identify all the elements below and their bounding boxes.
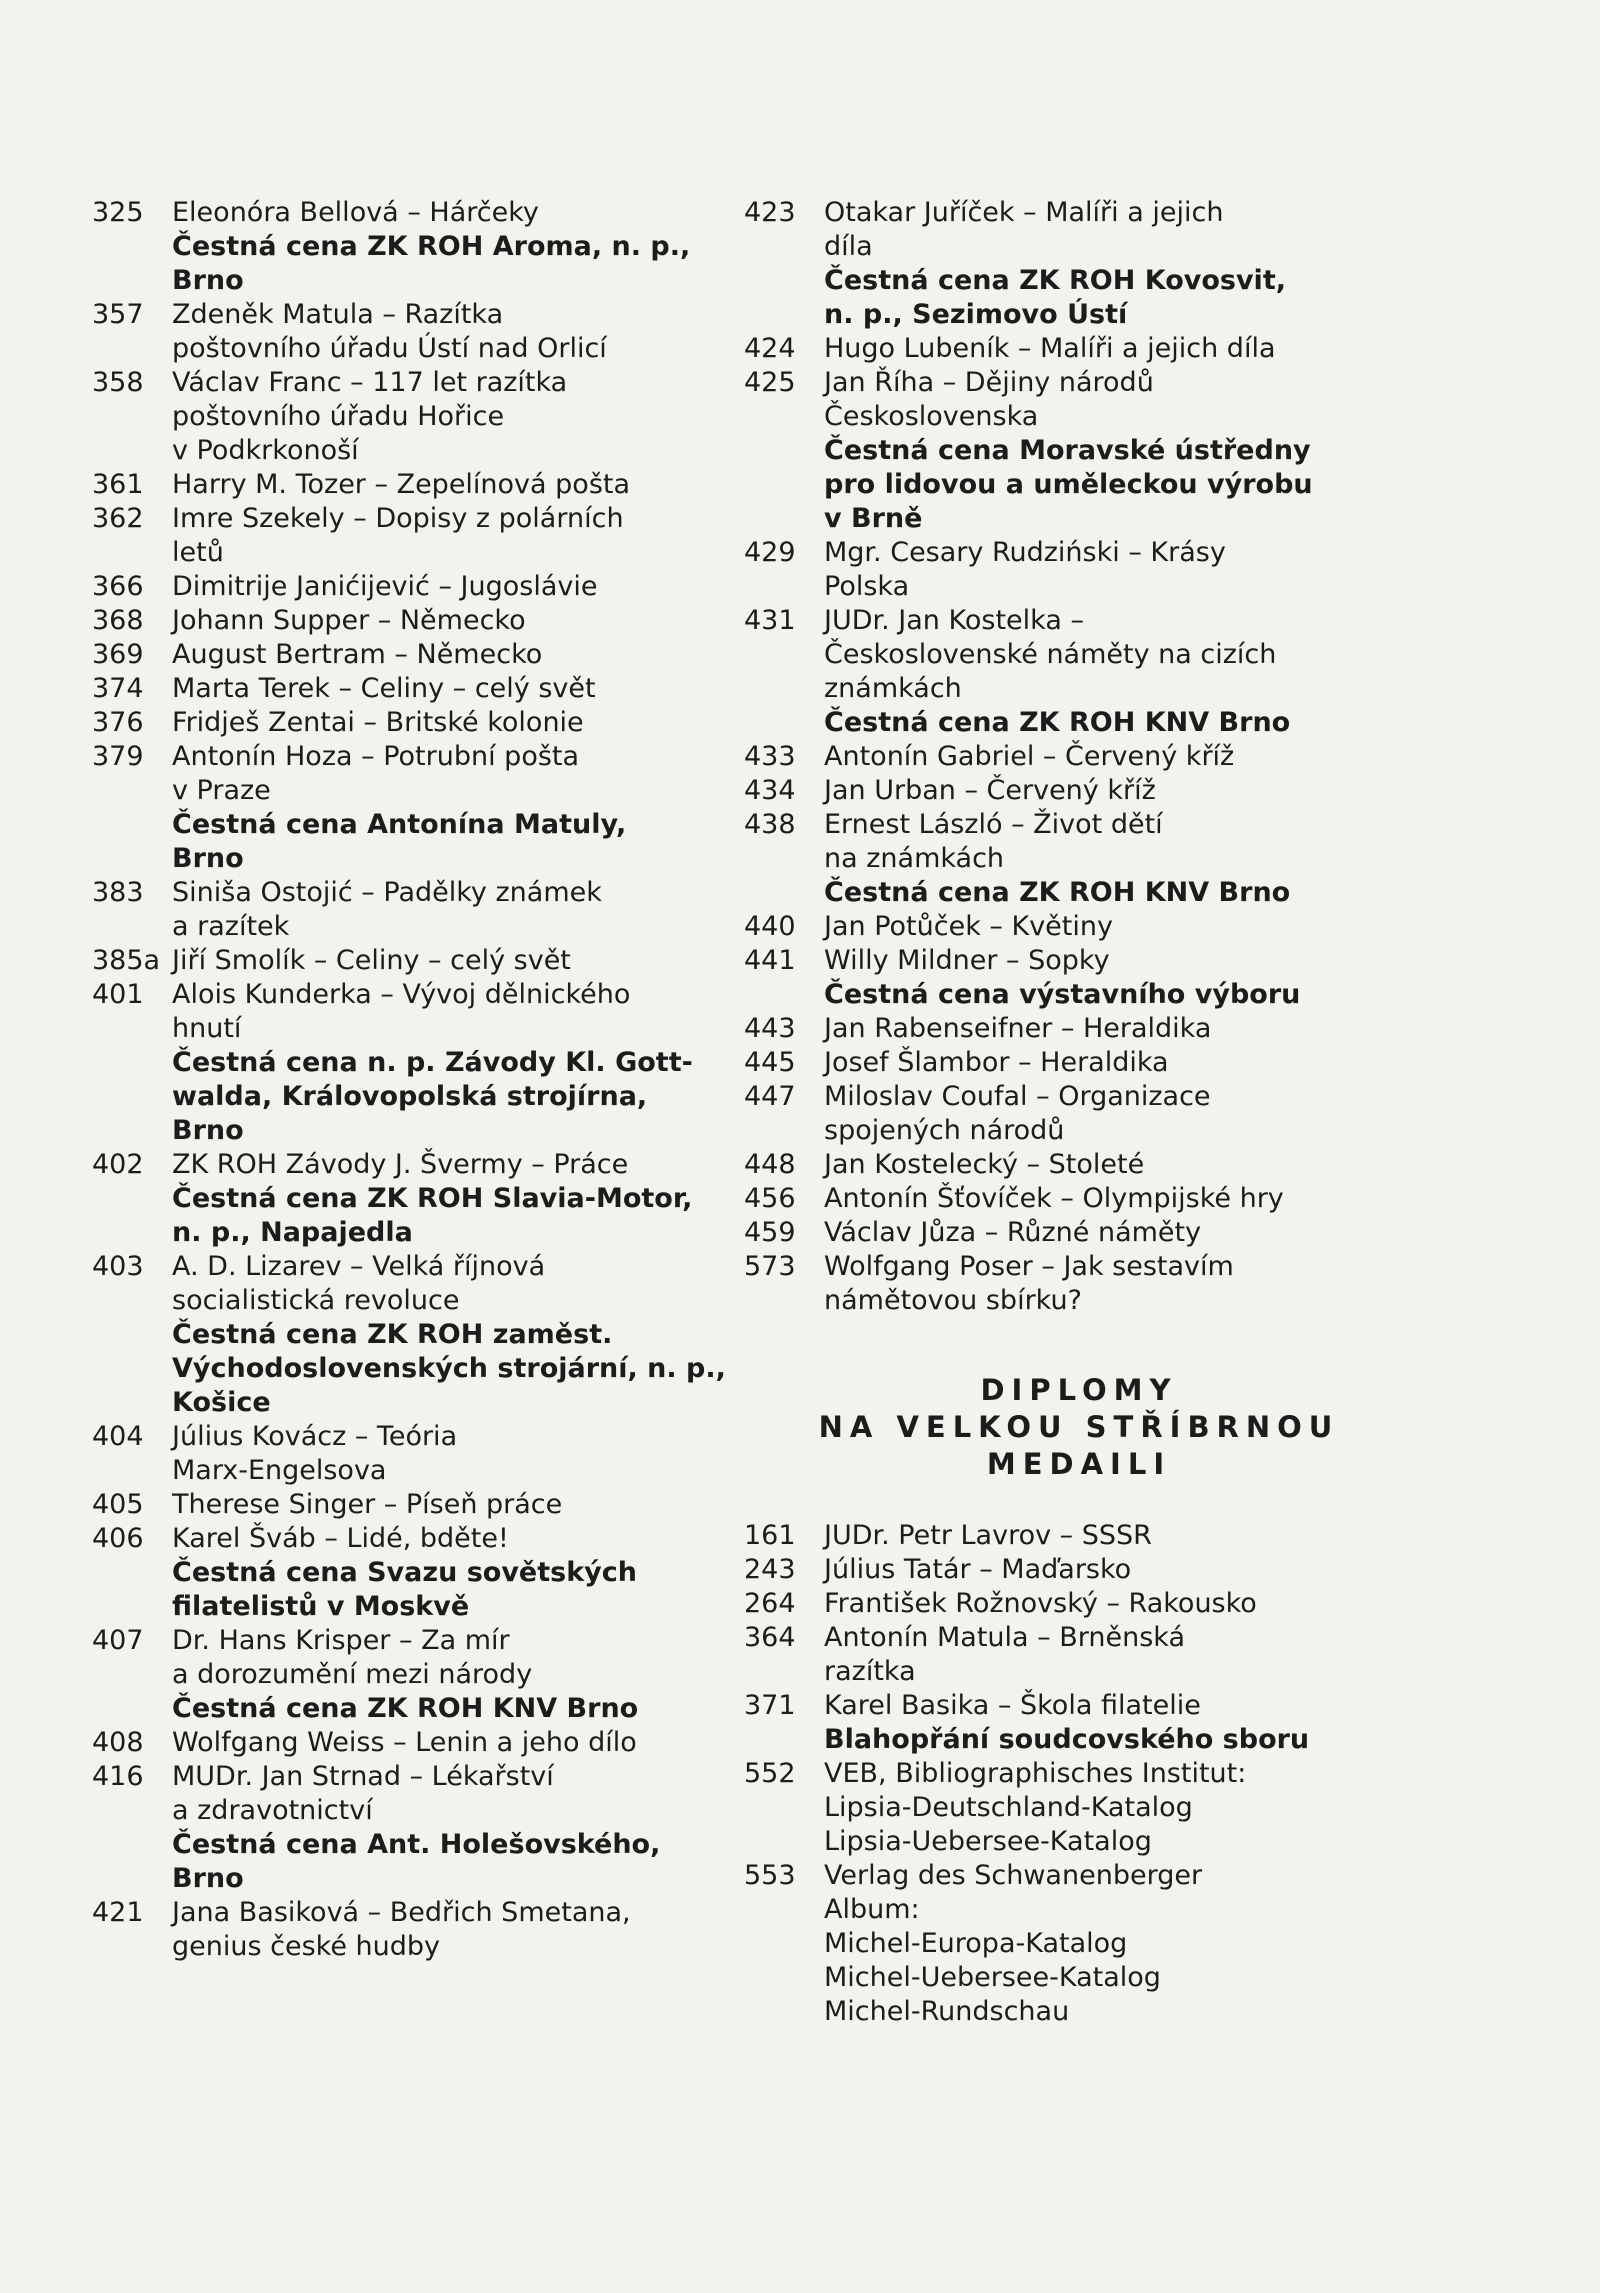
entry-number: 403 [92,1251,144,1282]
entry-number: 362 [92,503,144,534]
entry-text: MUDr. Jan Strnad – Lékařství a zdravotnictví [172,1761,554,1826]
entry-text: JUDr. Jan Kostelka – Československé náměty na cizích známkách [824,605,1277,704]
catalog-entry [744,910,1374,944]
entry-number: 416 [92,1761,144,1792]
entry-number: 433 [744,741,796,772]
entry-number: 425 [744,367,796,398]
entry-text: Hugo Lubeník – Malíři a jejich díla [824,333,1276,364]
entry-body [172,706,732,740]
entry-number: 366 [92,571,144,602]
catalog-entry [92,672,732,706]
entry-award: Čestná cena ZK ROH Slavia-Motor, n. p., Napajedla [172,1183,693,1248]
entry-body [172,468,732,502]
entry-award: Čestná cena n. p. Závody Kl. Gott- walda, Královopolská strojírna, Brno [172,1047,693,1146]
catalog-entry [92,604,732,638]
catalog-entry [744,1148,1374,1182]
entry-text: Július Kovácz – Teória Marx-Engelsova [172,1421,458,1486]
entry-body [172,1522,732,1624]
right-column [744,196,1374,2029]
entry-number: 401 [92,979,144,1010]
catalog-entry [92,298,732,366]
catalog-entry [92,1726,732,1760]
entry-number: 161 [744,1520,796,1551]
entry-text: Otakar Juříček – Malíři a jejich díla [824,197,1224,262]
left-column [92,196,732,1964]
catalog-entry [92,1522,732,1624]
catalog-entry [744,1553,1374,1587]
entry-body [824,1250,1374,1318]
entry-number: 447 [744,1081,796,1112]
catalog-entry [92,1760,732,1896]
catalog-entry [92,1250,732,1420]
entry-body [172,1896,732,1964]
catalog-entry [744,332,1374,366]
entry-text: František Rožnovský – Rakousko [824,1588,1257,1619]
entry-text: Antonín Gabriel – Červený kříž [824,741,1235,772]
catalog-entry [92,638,732,672]
entry-text: Jan Potůček – Květiny [824,911,1113,942]
catalog-entry [744,944,1374,1012]
entry-number: 357 [92,299,144,330]
entry-body [824,740,1374,774]
entry-text: Jan Kostelecký – Stoleté [824,1149,1145,1180]
catalog-entry [92,1896,732,1964]
entry-body [172,298,732,366]
entry-text: Siniša Ostojić – Padělky známek a razítek [172,877,602,942]
entry-number: 440 [744,911,796,942]
catalog-entry [92,1488,732,1522]
entry-body [824,1621,1374,1689]
entry-text: A. D. Lizarev – Velká říjnová socialistická revoluce [172,1251,546,1316]
entry-body [824,808,1374,910]
entry-body [824,1859,1374,2029]
entry-body [824,366,1374,536]
entry-number: 459 [744,1217,796,1248]
entry-text: Eleonóra Bellová – Hárčeky [172,197,539,228]
entry-body [172,1760,732,1896]
entry-text: Wolfgang Poser – Jak sestavím námětovou sbírku? [824,1251,1234,1316]
entry-body [824,1080,1374,1148]
entry-number: 385a [92,945,161,976]
entry-body [172,876,732,944]
entry-text: Antonín Matula – Brněnská razítka [824,1622,1186,1687]
catalog-entry [92,366,732,468]
entry-award: Čestná cena výstavního výboru [824,979,1301,1010]
entry-text: Josef Šlambor – Heraldika [824,1047,1169,1078]
catalog-entry [92,1624,732,1726]
catalog-entry [744,1621,1374,1689]
catalog-entry [744,604,1374,740]
entry-body [172,1726,732,1760]
entry-number: 424 [744,333,796,364]
entry-body [172,570,732,604]
entry-text: Jan Rabenseifner – Heraldika [824,1013,1212,1044]
entry-number: 404 [92,1421,144,1452]
entry-text: Július Tatár – Maďarsko [824,1554,1132,1585]
entry-text: Mgr. Cesary Rudziński – Krásy Polska [824,537,1226,602]
entry-body [824,1216,1374,1250]
entry-text: VEB, Bibliographisches Institut: Lipsia-Deutschland-Katalog Lipsia-Uebersee-Katalog [824,1758,1247,1857]
entry-text: Jan Říha – Dějiny národů Československa [824,367,1154,432]
entry-award: Čestná cena ZK ROH KNV Brno [824,707,1291,738]
entry-body [172,978,732,1148]
entry-number: 421 [92,1897,144,1928]
entry-number: 358 [92,367,144,398]
catalog-entry [744,1519,1374,1553]
catalog-entry [92,706,732,740]
entry-number: 374 [92,673,144,704]
catalog-entry [92,978,732,1148]
entry-text: Václav Jůza – Různé náměty [824,1217,1202,1248]
entry-body [172,1420,732,1488]
entry-text: Karel Šváb – Lidé, bděte! [172,1523,509,1554]
entry-text: Johann Supper – Německo [172,605,526,636]
diplomy-entry-list [744,1519,1374,2029]
right-entry-list [744,196,1374,1318]
entry-award: Čestná cena ZK ROH KNV Brno [172,1693,639,1724]
entry-text: Marta Terek – Celiny – celý svět [172,673,596,704]
entry-award: Čestná cena Svazu sovětských filatelistů v Moskvě [172,1557,637,1622]
entry-text: Wolfgang Weiss – Lenin a jeho dílo [172,1727,637,1758]
catalog-entry [744,1182,1374,1216]
catalog-entry [92,944,732,978]
catalog-entry [92,570,732,604]
entry-text: ZK ROH Závody J. Švermy – Práce [172,1149,629,1180]
entry-number: 402 [92,1149,144,1180]
entry-body [172,196,732,298]
entry-body [824,1519,1374,1553]
entry-number: 376 [92,707,144,738]
catalog-entry [744,1689,1374,1757]
entry-text: Dr. Hans Krisper – Za mír a dorozumění mezi národy [172,1625,533,1690]
entry-text: Jiří Smolík – Celiny – celý svět [172,945,571,976]
entry-body [824,774,1374,808]
entry-body [824,1757,1374,1859]
entry-body [172,740,732,876]
entry-number: 423 [744,197,796,228]
entry-body [172,1624,732,1726]
entry-body [824,1012,1374,1046]
entry-number: 429 [744,537,796,568]
entry-number: 431 [744,605,796,636]
entry-body [824,332,1374,366]
catalog-entry [92,196,732,298]
entry-number: 383 [92,877,144,908]
entry-number: 364 [744,1622,796,1653]
entry-body [824,196,1374,332]
catalog-entry [744,1250,1374,1318]
entry-body [172,1250,732,1420]
catalog-entry [92,876,732,944]
entry-number: 438 [744,809,796,840]
catalog-entry [744,366,1374,536]
entry-text: Jan Urban – Červený kříž [824,775,1156,806]
entry-body [824,1587,1374,1621]
entry-body [172,366,732,468]
entry-award: Čestná cena Moravské ústředny pro lidovou a uměleckou výrobu v Brně [824,435,1313,534]
entry-text: Antonín Hoza – Potrubní pošta v Praze [172,741,580,806]
entry-award: Blahopřání soudcovského sboru [824,1724,1310,1755]
entry-number: 379 [92,741,144,772]
entry-number: 552 [744,1758,796,1789]
entry-body [824,910,1374,944]
entry-body [172,604,732,638]
entry-body [172,1148,732,1250]
catalog-entry [744,1080,1374,1148]
entry-body [824,1553,1374,1587]
entry-number: 405 [92,1489,144,1520]
catalog-entry [744,536,1374,604]
entry-text: Dimitrije Janićijević – Jugoslávie [172,571,598,602]
entry-award: Čestná cena ZK ROH zaměst. Východoslovenských strojární, n. p., Košice [172,1319,726,1418]
entry-number: 573 [744,1251,796,1282]
entry-number: 243 [744,1554,796,1585]
entry-number: 434 [744,775,796,806]
entry-number: 407 [92,1625,144,1656]
entry-number: 443 [744,1013,796,1044]
entry-number: 371 [744,1690,796,1721]
entry-text: Verlag des Schwanenberger Album: Michel-Europa-Katalog Michel-Uebersee-Katalog Michel-Rundschau [824,1860,1203,2027]
entry-number: 406 [92,1523,144,1554]
entry-body [824,1182,1374,1216]
entry-number: 369 [92,639,144,670]
entry-body [172,944,732,978]
entry-number: 325 [92,197,144,228]
entry-award: Čestná cena Antonína Matuly, Brno [172,809,627,874]
catalog-entry [92,468,732,502]
entry-text: JUDr. Petr Lavrov – SSSR [824,1520,1152,1551]
entry-text: Karel Basika – Škola filatelie [824,1690,1201,1721]
catalog-entry [744,1216,1374,1250]
entry-text: Fridješ Zentai – Britské kolonie [172,707,584,738]
entry-text: Václav Franc – 117 let razítka poštovního úřadu Hořice v Podkrkonoší [172,367,568,466]
entry-text: Ernest László – Život dětí na známkách [824,809,1163,874]
entry-body [172,638,732,672]
entry-body [824,1046,1374,1080]
catalog-entry [744,740,1374,774]
catalog-entry [744,1587,1374,1621]
entry-body [172,672,732,706]
entry-text: Jana Basiková – Bedřich Smetana, genius české hudby [172,1897,631,1962]
entry-award: Čestná cena ZK ROH Kovosvit, n. p., Sezimovo Ústí [824,265,1286,330]
entry-body [824,1689,1374,1757]
entry-text: Harry M. Tozer – Zepelínová pošta [172,469,631,500]
catalog-entry [744,1859,1374,2029]
entry-text: Alois Kunderka – Vývoj dělnického hnutí [172,979,631,1044]
catalog-entry [744,808,1374,910]
catalog-entry [744,774,1374,808]
entry-number: 408 [92,1727,144,1758]
entry-number: 361 [92,469,144,500]
catalog-entry [92,1420,732,1488]
catalog-entry [744,1012,1374,1046]
entry-text: Antonín Šťovíček – Olympijské hry [824,1183,1284,1214]
entry-award: Čestná cena ZK ROH KNV Brno [824,877,1291,908]
catalog-entry [744,1757,1374,1859]
entry-number: 441 [744,945,796,976]
entry-number: 456 [744,1183,796,1214]
entry-number: 448 [744,1149,796,1180]
catalog-entry [92,502,732,570]
entry-number: 445 [744,1047,796,1078]
entry-body [172,1488,732,1522]
catalog-entry [92,1148,732,1250]
catalog-entry [92,740,732,876]
catalog-entry [744,196,1374,332]
entry-text: Willy Mildner – Sopky [824,945,1110,976]
entry-text: Zdeněk Matula – Razítka poštovního úřadu Ústí nad Orlicí [172,299,607,364]
entry-award: Čestná cena Ant. Holešovského, Brno [172,1829,661,1894]
entry-body [172,502,732,570]
entry-body [824,536,1374,604]
diplomy-heading: DIPLOMY NA VELKOU STŘÍBRNOU MEDAILI [818,1373,1340,1481]
entry-body [824,1148,1374,1182]
entry-text: Imre Szekely – Dopisy z polárních letů [172,503,624,568]
entry-number: 553 [744,1860,796,1891]
entry-award: Čestná cena ZK ROH Aroma, n. p., Brno [172,231,691,296]
catalog-entry [744,1046,1374,1080]
entry-text: Therese Singer – Píseň práce [172,1489,563,1520]
entry-number: 264 [744,1588,796,1619]
entry-body [824,604,1374,740]
entry-body [824,944,1374,1012]
entry-number: 368 [92,605,144,636]
entry-text: Miloslav Coufal – Organizace spojených národů [824,1081,1211,1146]
entry-text: August Bertram – Německo [172,639,543,670]
